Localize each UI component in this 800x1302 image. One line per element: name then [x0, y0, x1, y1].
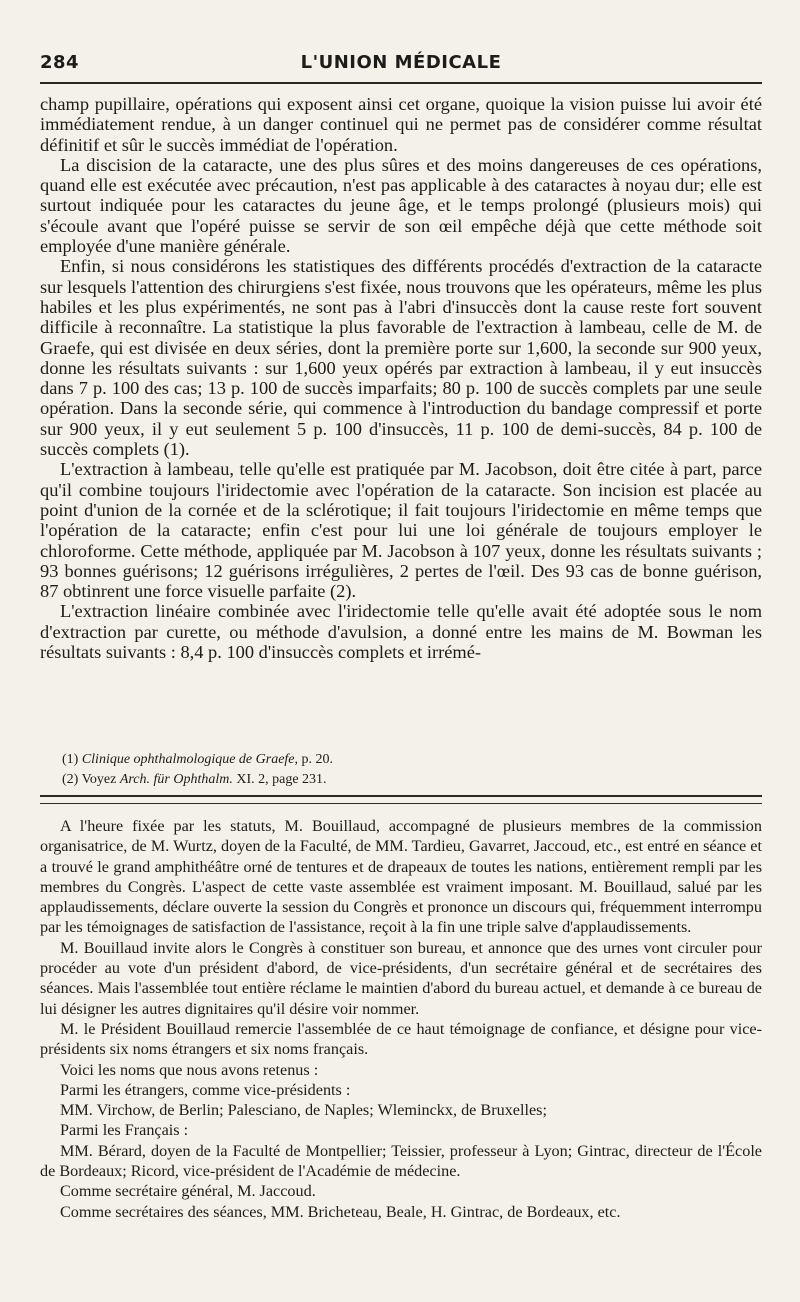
running-title: L'UNION MÉDICALE — [300, 52, 502, 73]
article-paragraph: L'extraction linéaire combinée avec l'iridectomie telle qu'elle avait été adoptée sous le nom d'extraction par curette, ou méthode d'avulsion, a donné entre les mains de M. Bowman les résultats suivants : 8,4 p. 100 d'insuccès complets et irrémé- — [40, 601, 762, 663]
footnote — [40, 750, 762, 770]
chronicle-french-names: MM. Bérard, doyen de la Faculté de Montpellier; Teissier, professeur à Lyon; Gintrac, directeur de l'École de Bordeaux; Ricord, vice-président de l'Académie de médecine. — [40, 1141, 762, 1181]
chronicle-paragraph: A l'heure fixée par les statuts, M. Bouillaud, accompagné de plusieurs membres de la commission organisatrice, de M. Wurtz, doyen de la Faculté, de MM. Tardieu, Gavarret, Jaccoud, etc., est entré en séance et a trouvé le grand amphithéâtre orné de tentures et de drapeaux de toutes les nations, entièrement rempli par les membres du Congrès. L'aspect de cette vaste assemblée est vraiment imposant. M. Bouillaud, salué par les applaudissements, déclare ouverte la session du Congrès et prononce un discours qui, fréquemment interrompu par les témoignages de satisfaction de l'assistance, reçoit à la fin une triple salve d'applaudissements. — [40, 817, 762, 937]
footnote-marker: (1) — [62, 752, 79, 767]
chronicle-line: Comme secrétaires des séances, MM. Bricheteau, Beale, H. Gintrac, de Bordeaux, etc. — [60, 1202, 621, 1221]
footnote — [40, 770, 762, 790]
chronicle-line: Comme secrétaire général, M. Jaccoud. — [60, 1182, 316, 1201]
article-body — [40, 94, 762, 662]
chronicle-paragraph: M. Bouillaud invite alors le Congrès à constituer son bureau, et annonce que des urnes vont circuler pour procéder au vote d'un président d'abord, de vice-présidents, d'un secrétaire général et de secrétaires des séances. Mais l'assemblée tout entière réclame le maintien d'abord du bureau actuel, et demande à ce bureau de lui désigner les autres dignitaires qu'il désire voir nommer. — [40, 938, 762, 1018]
chronicle-line: Parmi les Français : — [60, 1121, 189, 1140]
chronicle-line: MM. Virchow, de Berlin; Palesciano, de Naples; Wleminckx, de Bruxelles; — [60, 1101, 547, 1120]
chronicle-line: Parmi les étrangers, comme vice-présidents : — [60, 1080, 351, 1099]
header-rule — [40, 82, 762, 84]
article-paragraph: Enfin, si nous considérons les statistiques des différents procédés d'extraction de la cataracte sur lesquels l'attention des chirurgiens s'est fixée, nous trouvons que les opérateurs, même les plus habiles et les plus expérimentés, ne sont pas à l'abri d'insuccès dont la cause reste fort souvent difficile à reconnaître. La statistique la plus favorable de l'extraction à lambeau, celle de M. de Graefe, qui est divisée en deux séries, dont la première porte sur 1,600, la seconde sur 900 yeux, donne les résultats suivants : sur 1,600 yeux opérés par extraction à lambeau, il y eut insuccès dans 7 p. 100 des cas; 13 p. 100 de succès imparfaits; 80 p. 100 de succès complets par une seule opération. Dans la seconde série, qui commence à l'introduction du bandage compressif et porte sur 900 yeux, il y eut seulement 5 p. 100 d'insuccès, 11 p. 100 de demi-succès, 84 p. 100 de succès complets (1). — [40, 256, 762, 460]
footnote-marker: (2) — [62, 772, 79, 787]
footnote-suffix: XI. 2, page 231. — [232, 772, 327, 787]
chronicle-line: Voici les noms que nous avons retenus : — [60, 1060, 319, 1079]
article-paragraph: La discision de la cataracte, une des plus sûres et des moins dangereuses de ces opérations, quand elle est exécutée avec précaution, n'est pas applicable à des cataractes à noyau dur; elle est surtout indiquée pour les cataractes du jeune âge, et le temps prolongé (plusieurs mois) qui s'écoule avant que l'opéré puisse se servir de son œil empêche déjà que cette méthode soit employée d'une manière générale. — [40, 154, 762, 257]
footnotes — [40, 750, 762, 790]
page-number: 284 — [40, 52, 80, 73]
footnote-title: Arch. für Ophthalm. — [119, 772, 233, 787]
article-paragraph: L'extraction à lambeau, telle qu'elle est pratiquée par M. Jacobson, doit être citée à part, parce qu'il combine toujours l'iridectomie avec l'opération de la cataracte. Son incision est placée au point d'union de la cornée et de la sclérotique; il fait toujours l'iridectomie en même temps que l'opération de la cataracte; enfin c'est pour lui une loi générale de toujours employer le chloroforme. Cette méthode, appliquée par M. Jacobson à 107 yeux, donne les résultats suivants ; 93 bonnes guérisons; 12 guérisons irrégulières, 2 pertes de l'œil. Des 93 cas de bonne guérison, 87 obtinrent une force visuelle parfaite (2). — [40, 459, 762, 602]
footnote-suffix: , p. 20. — [294, 752, 334, 767]
page-header — [40, 52, 762, 78]
chronicle-paragraph: M. le Président Bouillaud remercie l'assemblée de ce haut témoignage de confiance, et désigne pour vice-présidents six noms étrangers et six noms français. — [40, 1019, 762, 1059]
section-divider — [40, 795, 762, 804]
footnote-title: Clinique ophthalmologique de Graefe — [81, 752, 295, 767]
chronicle-section — [40, 816, 762, 1222]
footnote-prefix: Voyez — [81, 772, 120, 787]
article-paragraph: champ pupillaire, opérations qui exposent ainsi cet organe, quoique la vision puisse lui avoir été immédiatement rendue, à un danger continuel qui ne permet pas de considérer comme résultat définitif et sûr le succès immédiat de l'opération. — [40, 94, 762, 155]
